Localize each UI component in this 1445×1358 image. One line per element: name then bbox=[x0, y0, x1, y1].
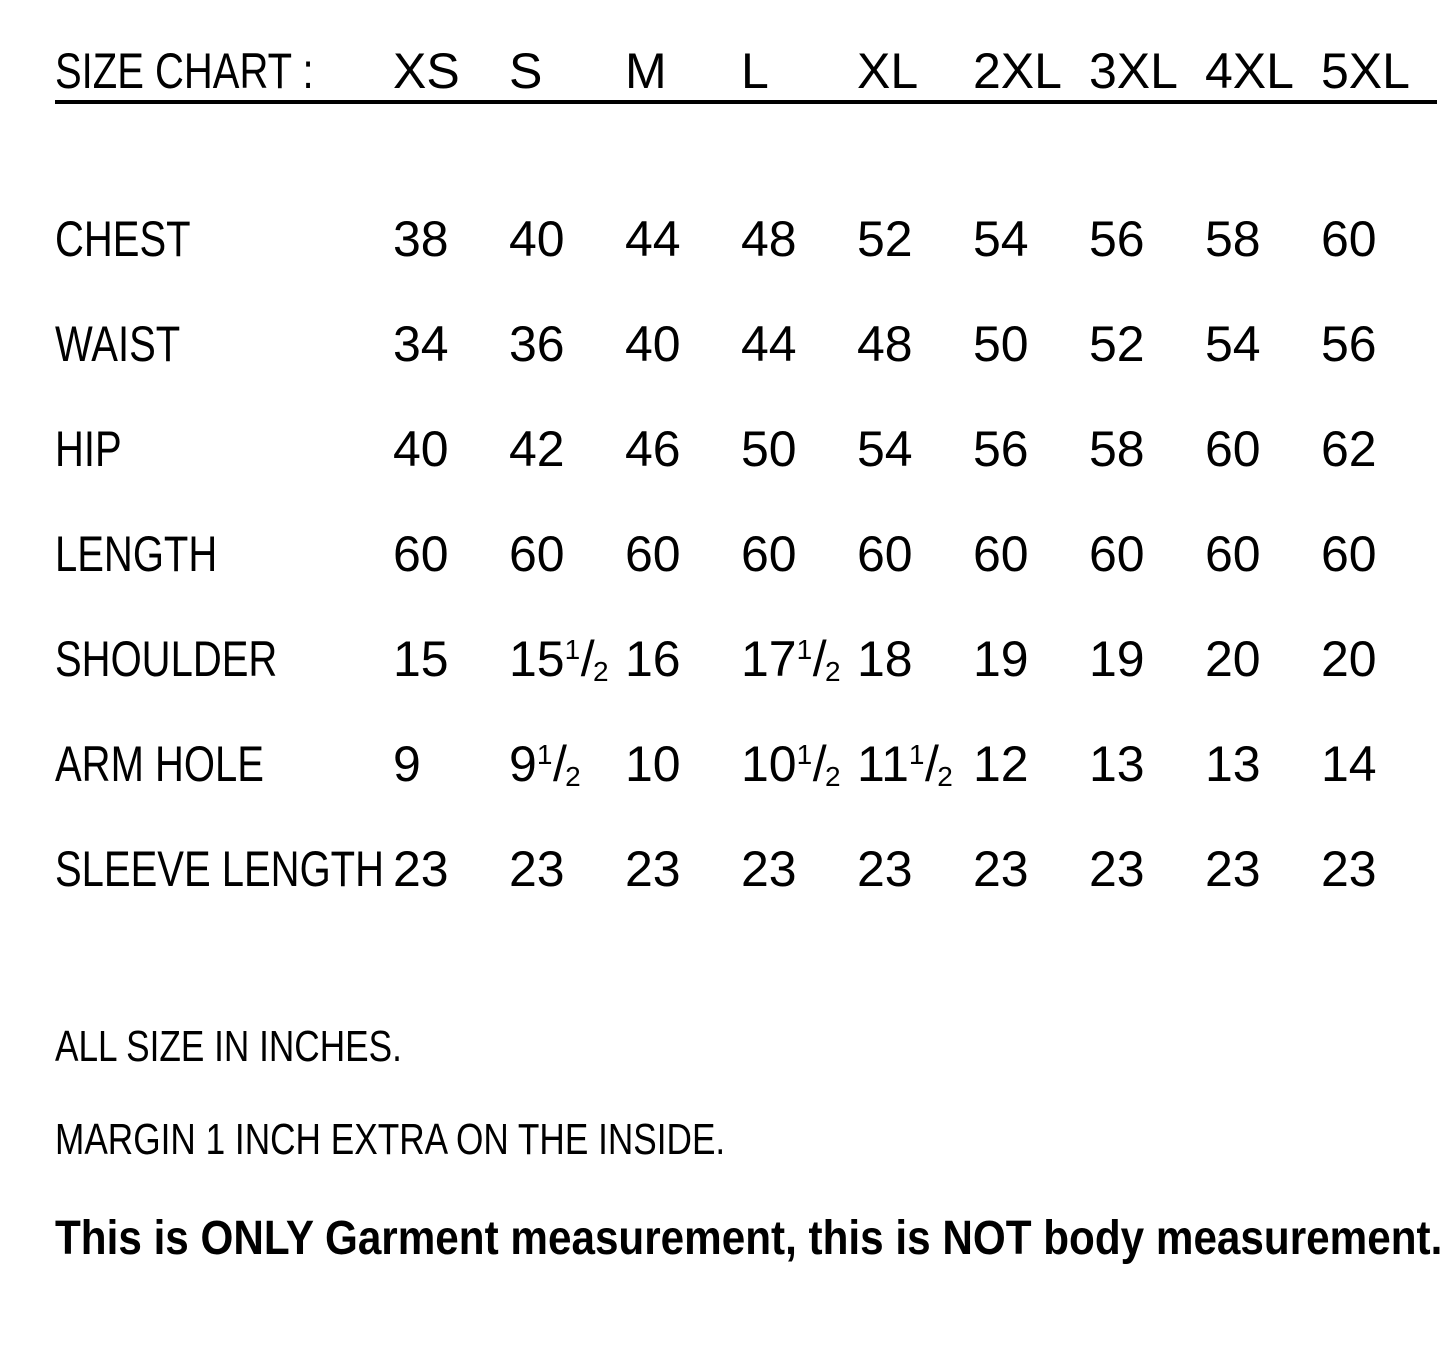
size-value-cell: 56 bbox=[973, 420, 1029, 477]
size-value-cell: 23 bbox=[1321, 840, 1377, 897]
size-value-cell: 48 bbox=[741, 210, 797, 267]
size-value-cell: 54 bbox=[1205, 315, 1261, 372]
size-value-cell: 60 bbox=[1089, 525, 1145, 582]
table-row-length bbox=[55, 501, 1437, 606]
size-value-cell: 23 bbox=[1205, 840, 1261, 897]
header-row bbox=[55, 42, 1437, 102]
size-value-cell: 20 bbox=[1205, 630, 1261, 687]
row-label-sleeve-length: SLEEVE LENGTH bbox=[55, 840, 385, 897]
size-value-cell: 46 bbox=[625, 420, 681, 477]
size-value-cell: 23 bbox=[625, 840, 681, 897]
size-value-cell: 54 bbox=[857, 420, 913, 477]
size-value-cell: 19 bbox=[1089, 630, 1145, 687]
size-value-cell: 23 bbox=[393, 840, 449, 897]
size-value-cell: 54 bbox=[973, 210, 1029, 267]
size-value-cell: 60 bbox=[1205, 420, 1261, 477]
size-col-4xl: 4XL bbox=[1205, 42, 1321, 102]
size-value-cell: 36 bbox=[509, 315, 565, 372]
table-row-sleeve-length bbox=[55, 816, 1437, 921]
table-row-armhole bbox=[55, 711, 1437, 816]
size-value-cell: 60 bbox=[509, 525, 565, 582]
size-value-cell: 60 bbox=[625, 525, 681, 582]
size-value-cell: 23 bbox=[509, 840, 565, 897]
size-col-xs: XS bbox=[393, 42, 509, 102]
size-value-cell: 52 bbox=[857, 210, 913, 267]
size-value-cell: 50 bbox=[741, 420, 797, 477]
size-value-cell: $10^1/_2$ bbox=[741, 735, 841, 792]
note-all-sizes-in-inches: ALL SIZE IN INCHES. bbox=[55, 1022, 402, 1071]
size-value-cell: 48 bbox=[857, 315, 913, 372]
size-value-cell: 10 bbox=[625, 735, 681, 792]
size-value-cell: 60 bbox=[1321, 210, 1377, 267]
size-value-cell: 58 bbox=[1089, 420, 1145, 477]
size-value-cell: 18 bbox=[857, 630, 913, 687]
size-value-cell: $15^1/_2$ bbox=[509, 630, 609, 687]
size-col-5xl: 5XL bbox=[1321, 42, 1437, 102]
size-value-cell: 19 bbox=[973, 630, 1029, 687]
size-value-cell: 62 bbox=[1321, 420, 1377, 477]
size-value-cell: 15 bbox=[393, 630, 449, 687]
size-value-cell: 40 bbox=[393, 420, 449, 477]
row-label-hip: HIP bbox=[55, 420, 122, 477]
size-value-cell: 44 bbox=[625, 210, 681, 267]
size-value-cell: 23 bbox=[741, 840, 797, 897]
size-value-cell: 40 bbox=[625, 315, 681, 372]
size-value-cell: 34 bbox=[393, 315, 449, 372]
size-value-cell: 40 bbox=[509, 210, 565, 267]
size-value-cell: 20 bbox=[1321, 630, 1377, 687]
size-value-cell: $17^1/_2$ bbox=[741, 630, 841, 687]
size-value-cell: 23 bbox=[973, 840, 1029, 897]
note-garment-disclaimer: This is ONLY Garment measurement, this is NOT body measurement. bbox=[55, 1212, 1443, 1265]
row-label-armhole: ARM HOLE bbox=[55, 735, 264, 792]
size-value-cell: 13 bbox=[1205, 735, 1261, 792]
size-value-cell: $11^1/_2$ bbox=[857, 735, 953, 792]
size-value-cell: 42 bbox=[509, 420, 565, 477]
table-row-hip bbox=[55, 396, 1437, 501]
size-chart-table bbox=[55, 42, 1437, 921]
row-label-length: LENGTH bbox=[55, 525, 218, 582]
page-title bbox=[55, 42, 393, 102]
size-col-m: M bbox=[625, 42, 741, 102]
table-row-waist bbox=[55, 291, 1437, 396]
size-value-cell: 60 bbox=[973, 525, 1029, 582]
size-value-cell: 23 bbox=[1089, 840, 1145, 897]
size-value-cell: 44 bbox=[741, 315, 797, 372]
size-col-xl: XL bbox=[857, 42, 973, 102]
row-label-chest: CHEST bbox=[55, 210, 191, 267]
size-value-cell: 9 bbox=[393, 735, 421, 792]
size-value-cell: 60 bbox=[1205, 525, 1261, 582]
row-label-waist: WAIST bbox=[55, 315, 181, 372]
table-row-chest bbox=[55, 102, 1437, 291]
row-label-shoulder: SHOULDER bbox=[55, 630, 278, 687]
size-col-2xl: 2XL bbox=[973, 42, 1089, 102]
size-value-cell: 60 bbox=[741, 525, 797, 582]
size-value-cell: 23 bbox=[857, 840, 913, 897]
size-value-cell: 50 bbox=[973, 315, 1029, 372]
size-value-cell: 60 bbox=[393, 525, 449, 582]
size-value-cell: 60 bbox=[1321, 525, 1377, 582]
size-col-l: L bbox=[741, 42, 857, 102]
size-value-cell: 13 bbox=[1089, 735, 1145, 792]
note-margin-extra: MARGIN 1 INCH EXTRA ON THE INSIDE. bbox=[55, 1115, 726, 1164]
size-value-cell: 56 bbox=[1089, 210, 1145, 267]
page-title-text: SIZE CHART : bbox=[55, 43, 314, 99]
size-value-cell: 52 bbox=[1089, 315, 1145, 372]
size-value-cell: 14 bbox=[1321, 735, 1377, 792]
size-value-cell: $9^1/_2$ bbox=[509, 735, 581, 792]
size-value-cell: 56 bbox=[1321, 315, 1377, 372]
size-col-3xl: 3XL bbox=[1089, 42, 1205, 102]
size-value-cell: 12 bbox=[973, 735, 1029, 792]
size-value-cell: 16 bbox=[625, 630, 681, 687]
size-value-cell: 60 bbox=[857, 525, 913, 582]
size-value-cell: 38 bbox=[393, 210, 449, 267]
size-col-s: S bbox=[509, 42, 625, 102]
size-value-cell: 58 bbox=[1205, 210, 1261, 267]
footer-notes bbox=[55, 1019, 1445, 1268]
table-row-shoulder bbox=[55, 606, 1437, 711]
